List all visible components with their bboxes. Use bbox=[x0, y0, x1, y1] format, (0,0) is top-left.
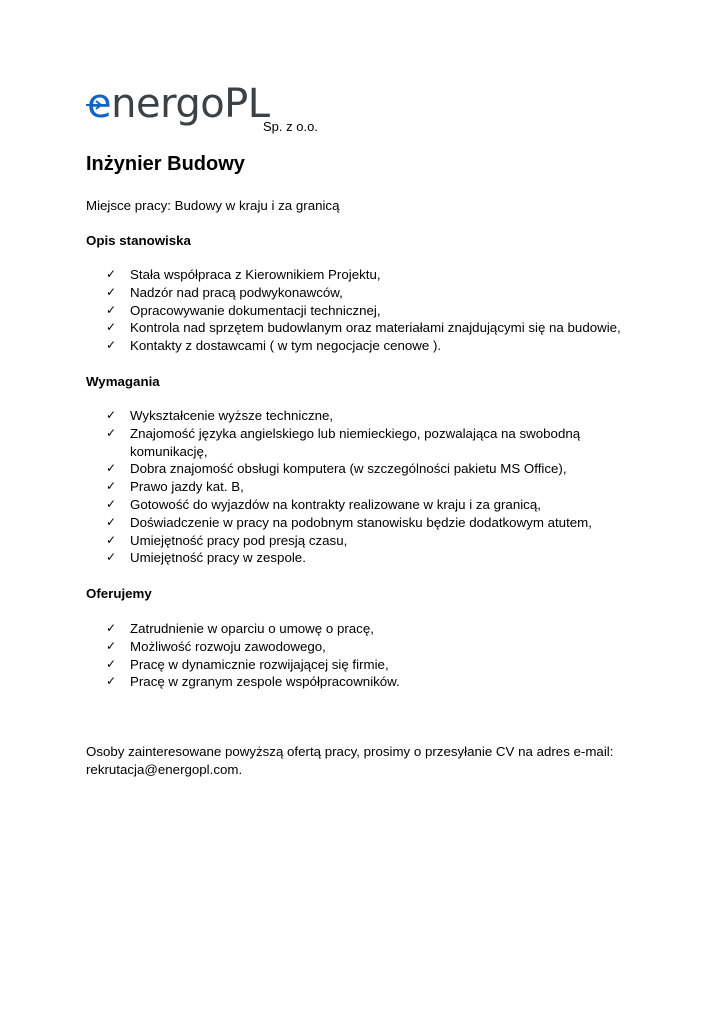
logo-e-letter bbox=[87, 80, 111, 128]
list-item: ✓ Opracowywanie dokumentacji technicznej, bbox=[106, 302, 381, 318]
list-item: ✓ Zatrudnienie w oparciu o umowę o pracę, bbox=[106, 621, 374, 636]
checkmark-icon: ✓ bbox=[106, 674, 117, 689]
list-item: ✓ Dobra znajomość obsługi komputera (w szczególności pakietu MS Office), bbox=[106, 461, 567, 477]
list-item: ✓ Nadzór nad pracą podwykonawców, bbox=[106, 284, 343, 300]
logo-wordmark bbox=[87, 80, 270, 128]
page-title: Inżynier Budowy bbox=[86, 153, 245, 175]
logo-arrow-icon bbox=[85, 100, 103, 110]
list-item: ✓ Umiejętność pracy w zespole. bbox=[106, 550, 306, 566]
checkmark-icon: ✓ bbox=[106, 514, 117, 529]
application-text: Osoby zainteresowane powyższą ofertą pracy, prosimy o przesyłanie CV na adres e-mail: bbox=[86, 744, 614, 759]
list-item: ✓ Kontrola nad sprzętem budowlanym oraz materiałami znajdującymi się na budowie, bbox=[106, 320, 621, 336]
list-item: ✓ Doświadczenie w pracy na podobnym stanowisku będzie dodatkowym atutem, bbox=[106, 514, 592, 530]
section-heading-description: Opis stanowiska bbox=[86, 233, 191, 248]
list-item: ✓ Znajomość języka angielskiego lub niemieckiego, pozwalająca na swobodną komunikację, bbox=[106, 425, 592, 461]
checkmark-icon: ✓ bbox=[106, 461, 117, 476]
checkmark-icon: ✓ bbox=[106, 496, 117, 511]
checkmark-icon: ✓ bbox=[106, 338, 117, 353]
checkmark-icon: ✓ bbox=[106, 479, 117, 494]
offer-list bbox=[106, 620, 400, 691]
list-item: ✓ Kontakty z dostawcami ( w tym negocjacje cenowe ). bbox=[106, 338, 442, 354]
logo-company-suffix: Sp. z o.o. bbox=[263, 119, 318, 134]
list-item-continuation: komunikację, bbox=[130, 443, 208, 459]
checkmark-icon: ✓ bbox=[106, 267, 117, 281]
list-item: ✓ Pracę w zgranym zespole współpracowników. bbox=[106, 674, 400, 690]
work-location: Miejsce pracy: Budowy w kraju i za granicą bbox=[86, 198, 340, 213]
checkmark-icon: ✓ bbox=[106, 621, 117, 635]
checkmark-icon: ✓ bbox=[106, 284, 117, 299]
description-list bbox=[106, 266, 621, 355]
requirements-list bbox=[106, 407, 592, 567]
contact-email: rekrutacja@energopl.com. bbox=[86, 762, 243, 777]
list-item: ✓ Umiejętność pracy pod presją czasu, bbox=[106, 532, 348, 548]
checkmark-icon: ✓ bbox=[106, 638, 117, 653]
checkmark-icon: ✓ bbox=[106, 532, 117, 547]
checkmark-icon: ✓ bbox=[106, 408, 117, 422]
checkmark-icon: ✓ bbox=[106, 656, 117, 671]
checkmark-icon: ✓ bbox=[106, 320, 117, 335]
section-heading-requirements: Wymagania bbox=[86, 374, 160, 389]
list-item: ✓ Wykształcenie wyższe techniczne, bbox=[106, 408, 334, 423]
list-item: ✓ Gotowość do wyjazdów na kontrakty realizowane w kraju i za granicą, bbox=[106, 496, 541, 512]
list-item: ✓ Stała współpraca z Kierownikiem Projektu, bbox=[106, 267, 381, 282]
logo-e-text: e bbox=[87, 81, 112, 127]
application-instructions bbox=[86, 743, 646, 779]
checkmark-icon: ✓ bbox=[106, 425, 117, 440]
checkmark-icon: ✓ bbox=[106, 550, 117, 565]
list-item: ✓ Pracę w dynamicznie rozwijającej się firmie, bbox=[106, 656, 389, 672]
list-item: ✓ Możliwość rozwoju zawodowego, bbox=[106, 638, 326, 654]
section-heading-offer: Oferujemy bbox=[86, 586, 152, 601]
logo-rest-text: nergoPL bbox=[111, 81, 270, 127]
checkmark-icon: ✓ bbox=[106, 302, 117, 317]
list-item: ✓ Prawo jazdy kat. B, bbox=[106, 479, 244, 495]
